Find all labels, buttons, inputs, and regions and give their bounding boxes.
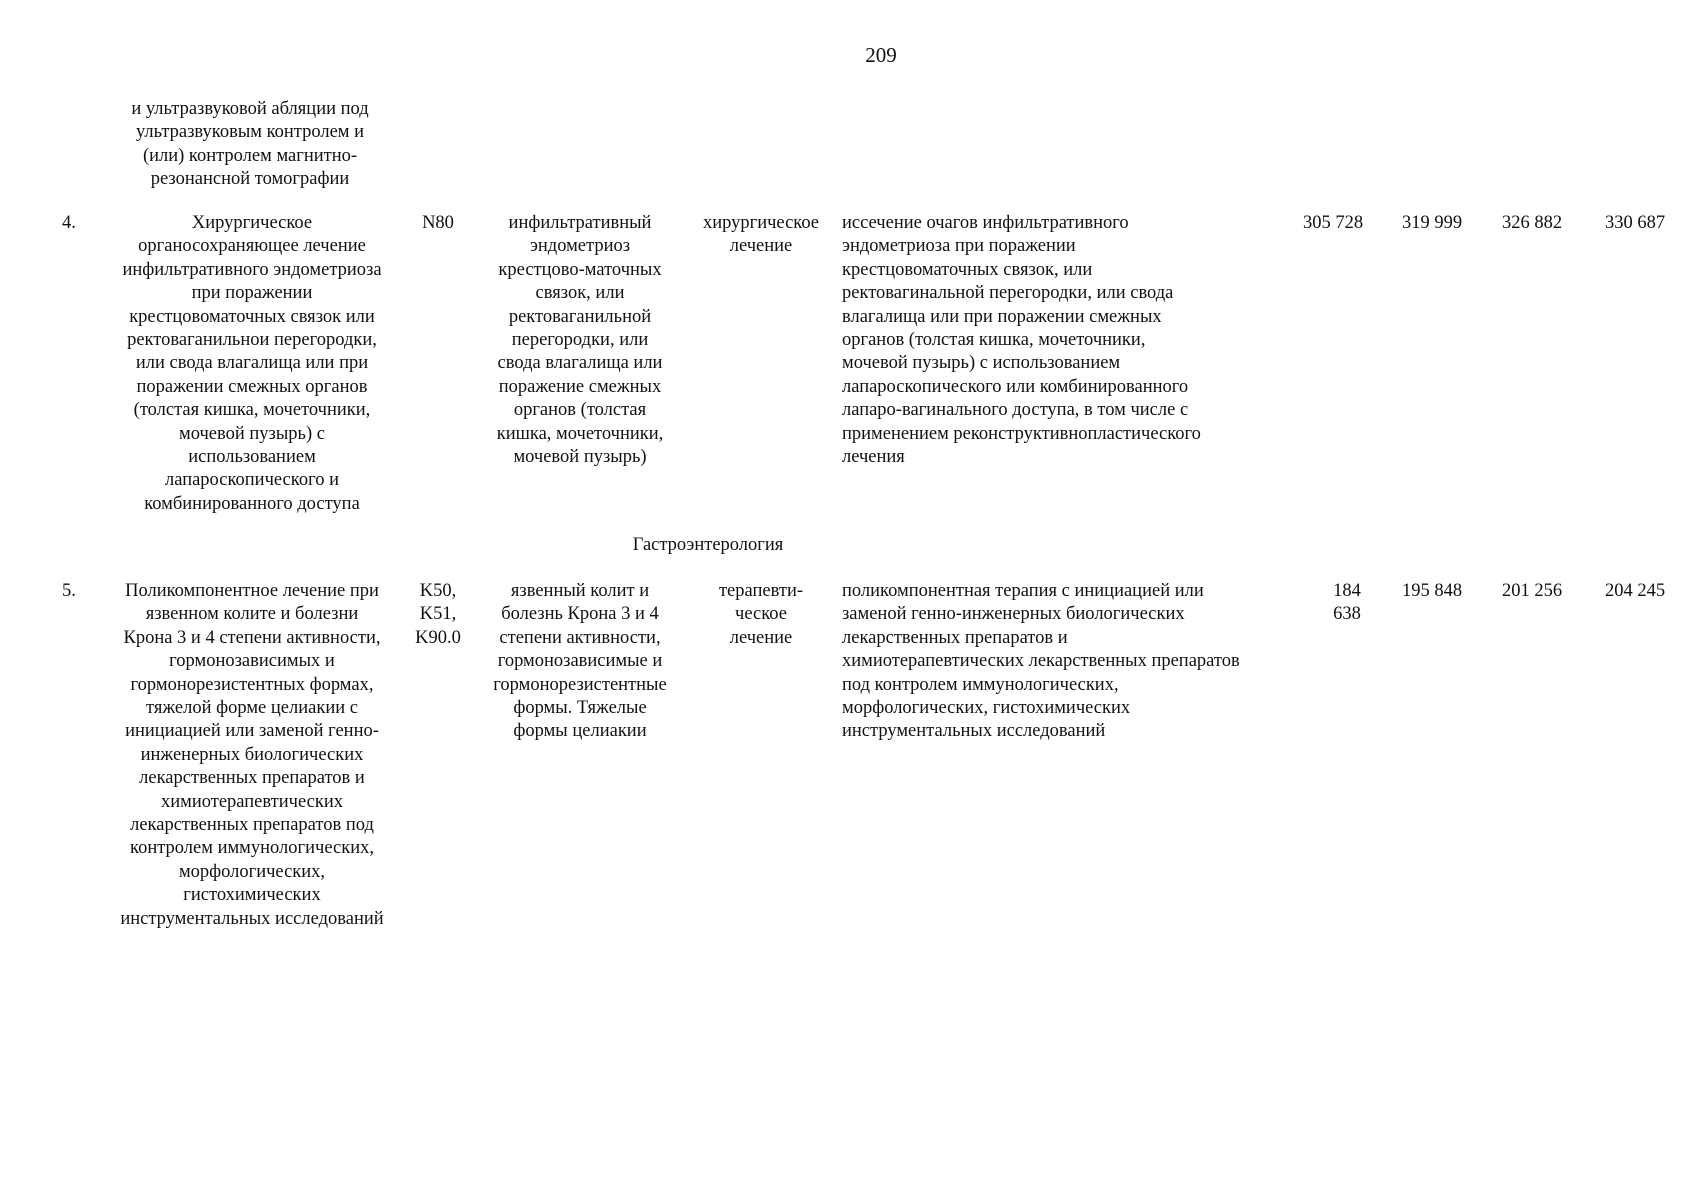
page-number: 209: [865, 43, 897, 67]
cost-value-3: 326 882: [1501, 213, 1563, 233]
cost-value-1: 184 638: [1333, 581, 1361, 625]
cost-value-1: 305 728: [1302, 213, 1364, 233]
cost-value-4: 330 687: [1604, 213, 1666, 233]
cost-value-4: 204 245: [1604, 581, 1666, 601]
section-heading: Гастроэнтерология: [632, 535, 784, 555]
cost-value-3: 201 256: [1501, 581, 1563, 601]
continuation-method-text: и ультразвуковой абляции под ультразвуковым контролем и (или) контролем магнитно- резонансной томографии: [131, 99, 369, 190]
cost-value-2: 195 848: [1401, 581, 1463, 601]
treatment-name: Хирургическое органосохраняющее лечение инфильтративного эндометриоза при поражении крестцовоматочных связок или ректоваганильнои перегородки, или свода влагалища или при поражении смежных органов (толстая кишка, мочеточники, мочевой пузырь) с использованием лапароскопического и комбинированного доступа: [122, 213, 382, 514]
icd-code: N80: [422, 213, 454, 233]
patient-model: язвенный колит и болезнь Крона 3 и 4 степени активности, гормонозависимые и гормонорезистентные формы. Тяжелые формы целиакии: [493, 581, 667, 742]
treatment-name: Поликомпонентное лечение при язвенном колите и болезни Крона 3 и 4 степени активности, гормонозависимых и гормонорезистентных формах, тяжелой форме целиакии с инициацией или заменой генно- инженерных биологических лекарственных препаратов и химиотерапевтических лекарственных препаратов под контролем иммунологических, морфологических, гистохимических инструментальных исследований: [120, 581, 384, 929]
treatment-type: хирургическое лечение: [702, 213, 820, 257]
treatment-method: поликомпонентная терапия с инициацией или заменой генно-инженерных биологических лекарственных препаратов и химиотерапевтических лекарственных препаратов под контролем иммунологических, морфологических, гистохимических инструментальных исследований: [842, 581, 1240, 742]
row-number: 4.: [62, 213, 76, 233]
treatment-method: иссечение очагов инфильтративного эндометриоза при поражении крестцовоматочных связок, или ректовагинальной перегородки, или свода влагалища или при поражении смежных органов (толстая кишка, мочеточники, мочевой пузырь) с использованием лапароскопического или комбинированного лапаро-вагинального доступа, в том числе с применением реконструктивнопластического лечения: [842, 213, 1201, 468]
patient-model: инфильтративный эндометриоз крестцово-маточных связок, или ректоваганильной перегородки, или свода влагалища или поражение смежных органов (толстая кишка, мочеточники, мочевой пузырь): [496, 213, 664, 468]
icd-code: K50, K51, K90.0: [415, 581, 461, 648]
row-number: 5.: [62, 581, 76, 601]
cost-value-2: 319 999: [1401, 213, 1463, 233]
treatment-type: терапевти- ческое лечение: [718, 581, 804, 648]
